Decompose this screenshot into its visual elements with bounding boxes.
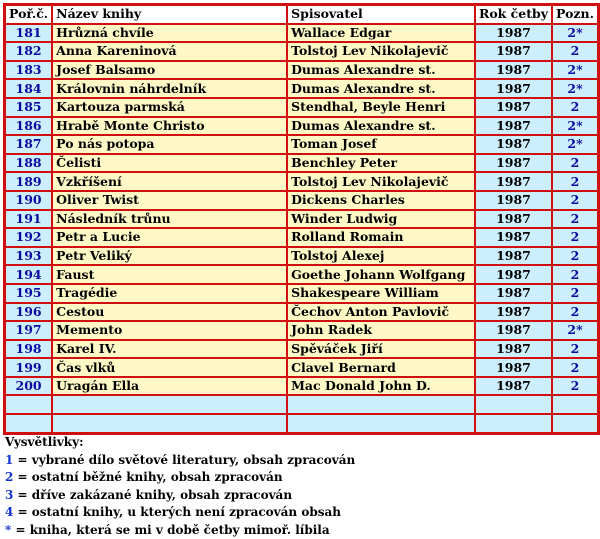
legend-key: * (5, 523, 11, 537)
book-list (3, 3, 600, 435)
read-year-cell: 1987 (475, 358, 552, 377)
book-author-cell: Stendhal, Beyle Henri (287, 98, 475, 117)
row-number-cell: 193 (5, 247, 52, 266)
read-year-cell: 1987 (475, 340, 552, 359)
read-year-cell: 1987 (475, 98, 552, 117)
book-author-cell: Dumas Alexandre st. (287, 61, 475, 80)
note-cell: 2 (552, 228, 598, 247)
legend-text: = ostatní knihy, u kterých není zpracován obsah (13, 505, 341, 519)
read-year-cell: 1987 (475, 321, 552, 340)
note-cell: 2 (552, 284, 598, 303)
row-number-cell: 183 (5, 61, 52, 80)
table-row (5, 265, 598, 284)
note-cell: 2 (552, 377, 598, 396)
book-title-cell: Cestou (52, 303, 287, 322)
book-author-cell: Clavel Bernard (287, 358, 475, 377)
book-title-cell: Oliver Twist (52, 191, 287, 210)
book-author-cell: Tolstoj Alexej (287, 247, 475, 266)
header-author: Spisovatel (287, 5, 475, 24)
note-cell: 2 (552, 191, 598, 210)
book-title-cell: Tragédie (52, 284, 287, 303)
book-title-cell: Vzkříšení (52, 172, 287, 191)
legend-key: 3 (5, 488, 13, 502)
book-title-cell: Kartouza parmská (52, 98, 287, 117)
table-row (5, 61, 598, 80)
read-year-cell: 1987 (475, 61, 552, 80)
read-year-cell: 1987 (475, 265, 552, 284)
table-row (5, 117, 598, 136)
legend-items (5, 452, 355, 539)
row-number-cell: 191 (5, 210, 52, 229)
table-row (5, 228, 598, 247)
note-cell: 2* (552, 61, 598, 80)
read-year-cell: 1987 (475, 247, 552, 266)
book-title-cell: Hrůzná chvíle (52, 24, 287, 43)
book-author-cell: Dickens Charles (287, 191, 475, 210)
table-row (5, 284, 598, 303)
note-cell: 2* (552, 79, 598, 98)
book-title-cell: Petr a Lucie (52, 228, 287, 247)
row-number-cell: 192 (5, 228, 52, 247)
note-cell: 2 (552, 42, 598, 61)
note-cell: 2* (552, 117, 598, 136)
book-title-cell: Petr Veliký (52, 247, 287, 266)
empty-cell (52, 395, 287, 414)
legend-key: 4 (5, 505, 13, 519)
book-title-cell: Faust (52, 265, 287, 284)
book-title-cell: Následník trůnu (52, 210, 287, 229)
legend (5, 434, 355, 539)
read-year-cell: 1987 (475, 303, 552, 322)
book-author-cell: Tolstoj Lev Nikolajevič (287, 172, 475, 191)
book-author-cell: Čechov Anton Pavlovič (287, 303, 475, 322)
table-row (5, 154, 598, 173)
empty-cell (475, 414, 552, 433)
table-row (5, 135, 598, 154)
row-number-cell: 181 (5, 24, 52, 43)
empty-cell (287, 414, 475, 433)
table-row (5, 340, 598, 359)
table-row (5, 321, 598, 340)
book-author-cell: Tolstoj Lev Nikolajevič (287, 42, 475, 61)
legend-text: = vybrané dílo světové literatury, obsah zpracován (13, 453, 355, 467)
book-author-cell: Spěváček Jiří (287, 340, 475, 359)
note-cell: 2 (552, 210, 598, 229)
row-number-cell: 197 (5, 321, 52, 340)
book-author-cell: John Radek (287, 321, 475, 340)
header-row (5, 5, 598, 24)
book-title-cell: Karel IV. (52, 340, 287, 359)
legend-text: = dříve zakázané knihy, obsah zpracován (13, 488, 292, 502)
row-number-cell: 198 (5, 340, 52, 359)
book-author-cell: Dumas Alexandre st. (287, 79, 475, 98)
books-table (3, 3, 600, 435)
table-row (5, 98, 598, 117)
book-title-cell: Josef Balsamo (52, 61, 287, 80)
header-number: Poř.č. (5, 5, 52, 24)
read-year-cell: 1987 (475, 42, 552, 61)
book-author-cell: Benchley Peter (287, 154, 475, 173)
row-number-cell: 196 (5, 303, 52, 322)
note-cell: 2 (552, 303, 598, 322)
empty-cell (287, 395, 475, 414)
table-row (5, 303, 598, 322)
note-cell: 2 (552, 172, 598, 191)
read-year-cell: 1987 (475, 284, 552, 303)
row-number-cell: 190 (5, 191, 52, 210)
book-author-cell: Dumas Alexandre st. (287, 117, 475, 136)
legend-text: = ostatní běžné knihy, obsah zpracován (13, 470, 282, 484)
book-title-cell: Memento (52, 321, 287, 340)
legend-item (5, 452, 355, 470)
book-title-cell: Anna Kareninová (52, 42, 287, 61)
header-note: Pozn. (552, 5, 598, 24)
table-row (5, 210, 598, 229)
header-title: Název knihy (52, 5, 287, 24)
row-number-cell: 187 (5, 135, 52, 154)
table-row (5, 172, 598, 191)
row-number-cell: 189 (5, 172, 52, 191)
row-number-cell: 184 (5, 79, 52, 98)
read-year-cell: 1987 (475, 79, 552, 98)
row-number-cell: 185 (5, 98, 52, 117)
empty-cell (52, 414, 287, 433)
read-year-cell: 1987 (475, 154, 552, 173)
table-row (5, 79, 598, 98)
book-title-cell: Uragán Ella (52, 377, 287, 396)
note-cell: 2 (552, 154, 598, 173)
read-year-cell: 1987 (475, 191, 552, 210)
empty-cell (5, 395, 52, 414)
read-year-cell: 1987 (475, 210, 552, 229)
table-body (5, 24, 598, 433)
book-author-cell: Wallace Edgar (287, 24, 475, 43)
note-cell: 2* (552, 24, 598, 43)
read-year-cell: 1987 (475, 377, 552, 396)
row-number-cell: 199 (5, 358, 52, 377)
empty-row (5, 414, 598, 433)
note-cell: 2 (552, 340, 598, 359)
empty-row (5, 395, 598, 414)
book-author-cell: Winder Ludwig (287, 210, 475, 229)
book-author-cell: Shakespeare William (287, 284, 475, 303)
book-author-cell: Mac Donald John D. (287, 377, 475, 396)
read-year-cell: 1987 (475, 135, 552, 154)
row-number-cell: 195 (5, 284, 52, 303)
book-author-cell: Goethe Johann Wolfgang (287, 265, 475, 284)
table-row (5, 42, 598, 61)
table-row (5, 358, 598, 377)
header-year: Rok četby (475, 5, 552, 24)
legend-text: = kniha, která se mi v době četby mimoř. líbila (11, 523, 329, 537)
empty-cell (475, 395, 552, 414)
note-cell: 2 (552, 358, 598, 377)
table-row (5, 24, 598, 43)
table-row (5, 377, 598, 396)
book-author-cell: Toman Josef (287, 135, 475, 154)
read-year-cell: 1987 (475, 117, 552, 136)
note-cell: 2* (552, 135, 598, 154)
book-title-cell: Po nás potopa (52, 135, 287, 154)
empty-cell (5, 414, 52, 433)
table-row (5, 247, 598, 266)
book-title-cell: Hrabě Monte Christo (52, 117, 287, 136)
read-year-cell: 1987 (475, 172, 552, 191)
book-title-cell: Čas vlků (52, 358, 287, 377)
legend-key: 2 (5, 470, 13, 484)
book-title-cell: Čelisti (52, 154, 287, 173)
table-row (5, 191, 598, 210)
row-number-cell: 186 (5, 117, 52, 136)
legend-item (5, 469, 355, 487)
book-title-cell: Královnin náhrdelník (52, 79, 287, 98)
read-year-cell: 1987 (475, 24, 552, 43)
legend-item (5, 487, 355, 505)
read-year-cell: 1987 (475, 228, 552, 247)
empty-cell (552, 395, 598, 414)
note-cell: 2 (552, 265, 598, 284)
legend-item (5, 504, 355, 522)
legend-item (5, 522, 355, 539)
row-number-cell: 194 (5, 265, 52, 284)
empty-cell (552, 414, 598, 433)
row-number-cell: 200 (5, 377, 52, 396)
book-author-cell: Rolland Romain (287, 228, 475, 247)
note-cell: 2 (552, 98, 598, 117)
row-number-cell: 188 (5, 154, 52, 173)
note-cell: 2 (552, 247, 598, 266)
note-cell: 2* (552, 321, 598, 340)
row-number-cell: 182 (5, 42, 52, 61)
legend-title: Vysvětlivky: (5, 434, 355, 452)
legend-key: 1 (5, 453, 13, 467)
